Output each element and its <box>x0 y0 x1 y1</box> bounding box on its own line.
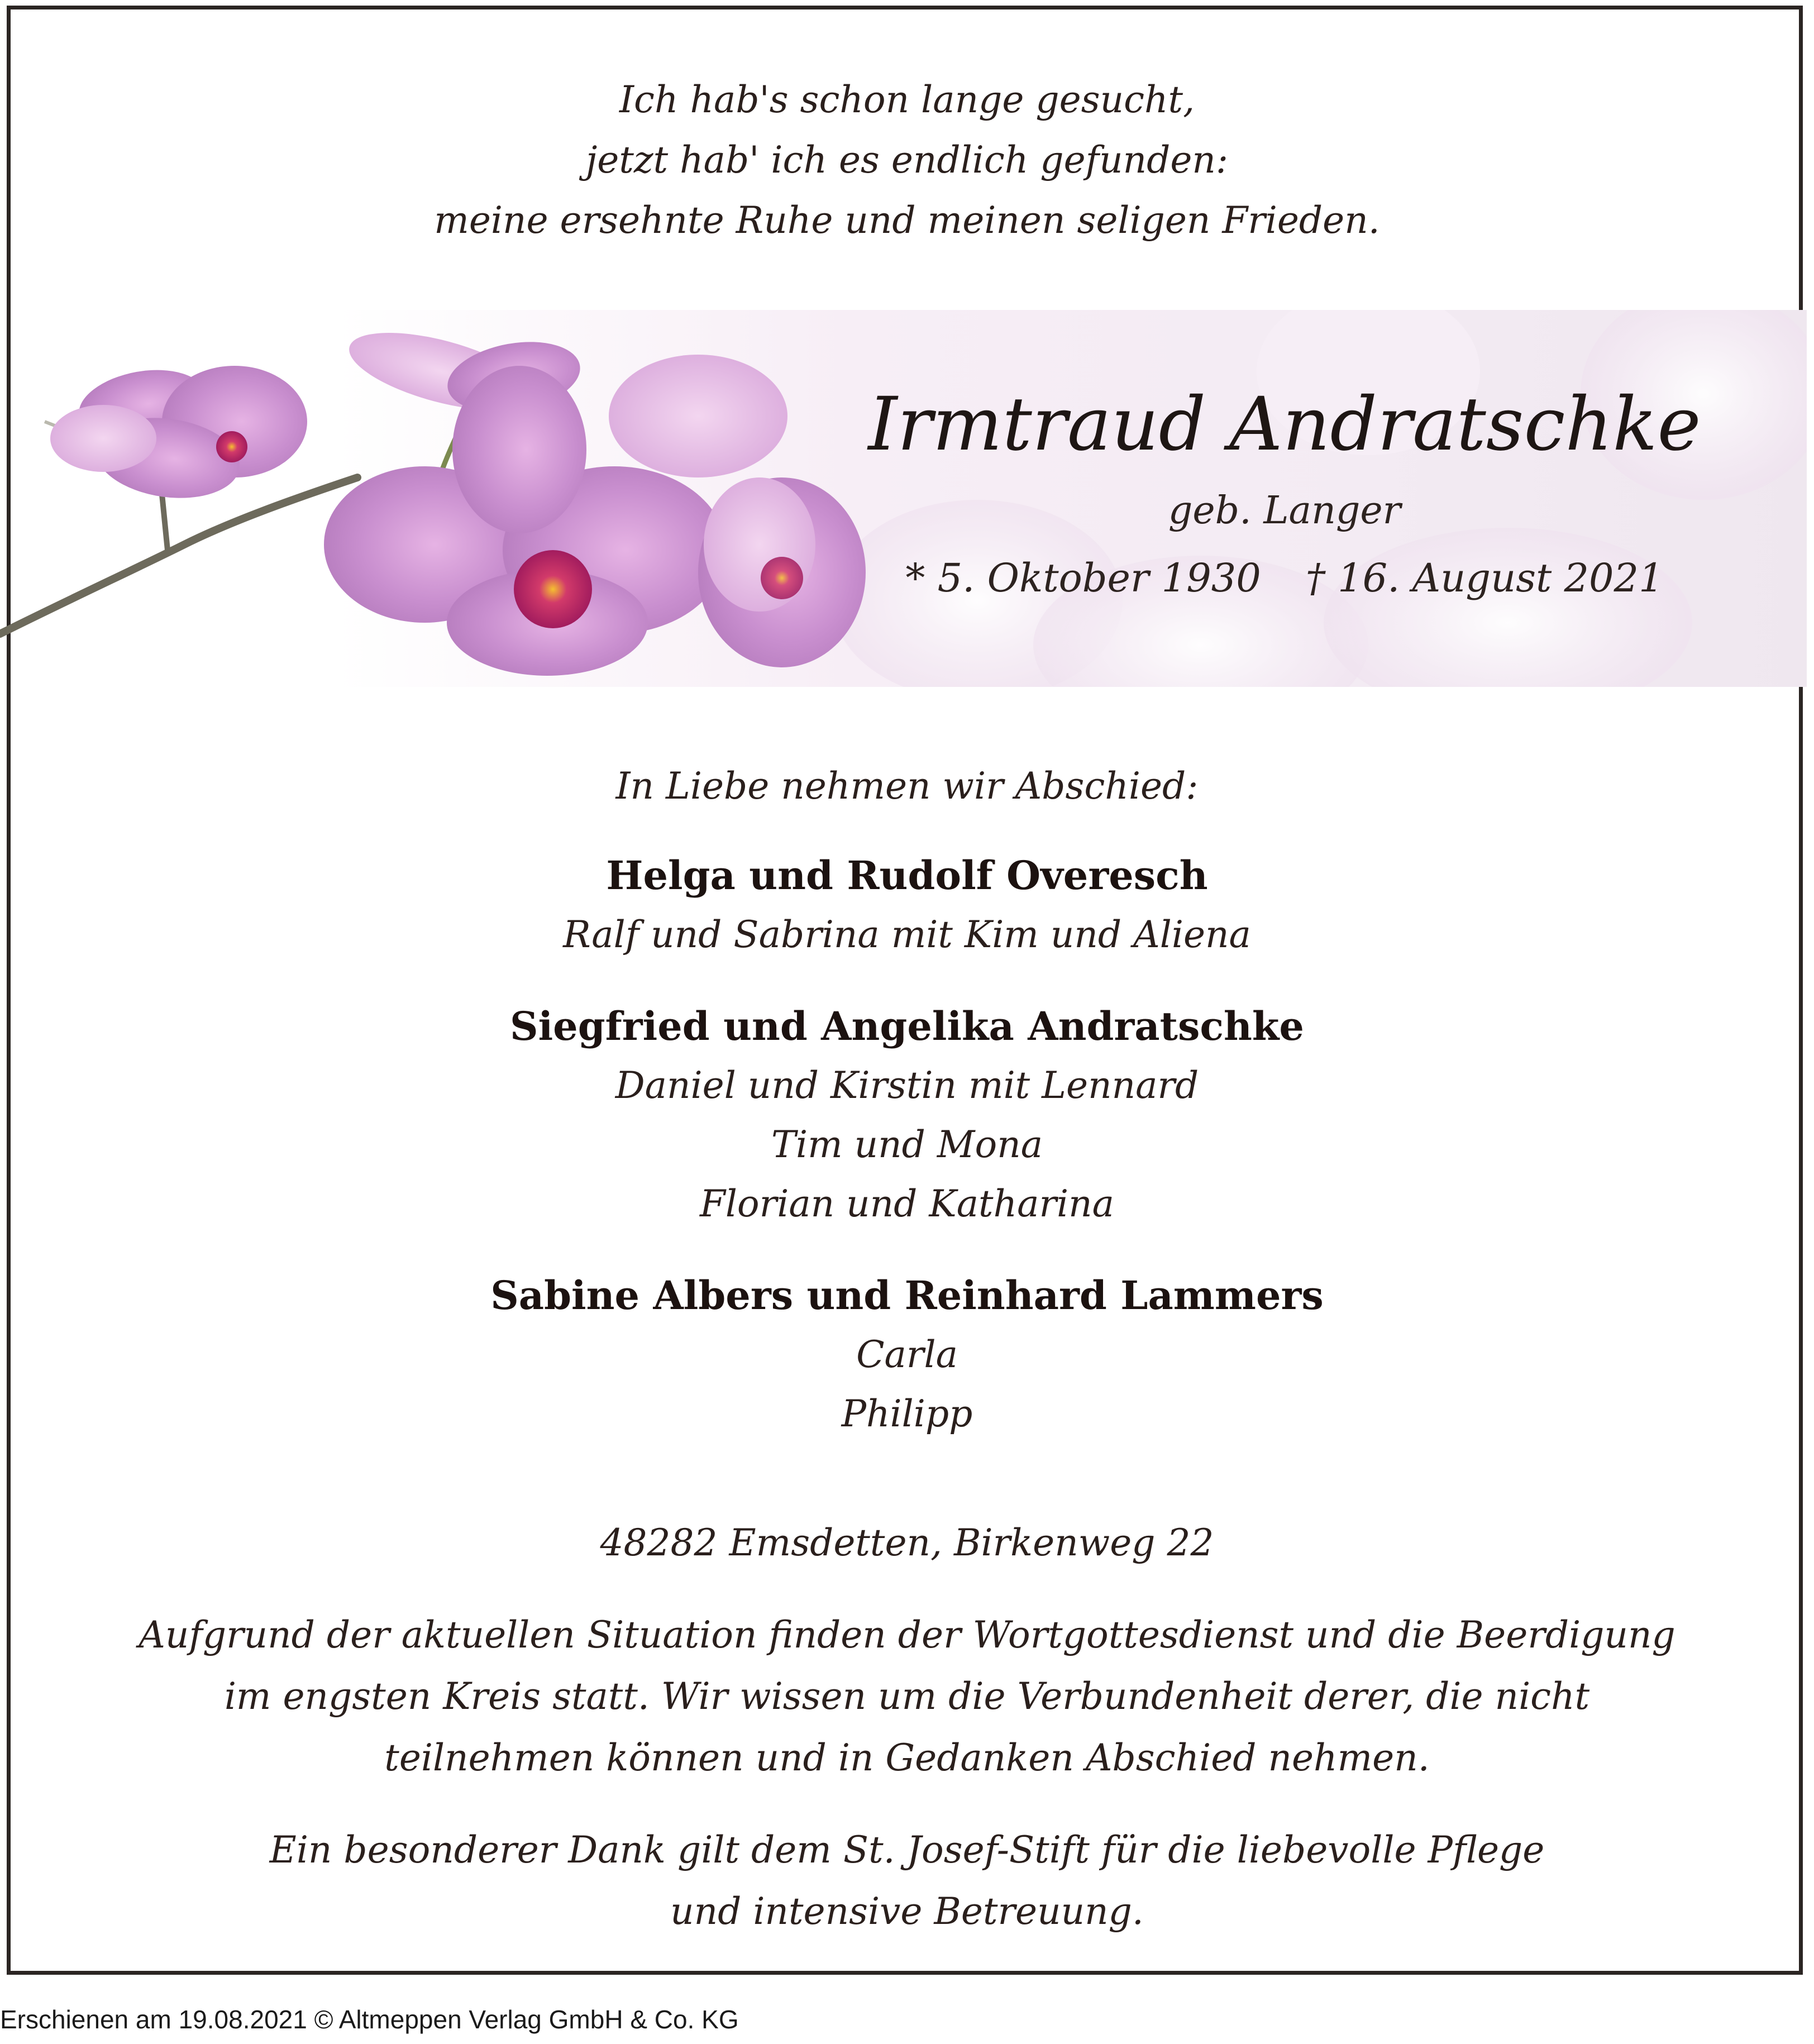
family-member-2-1: Daniel und Kirstin mit Lennard <box>615 1064 1199 1107</box>
birth-date: * 5. Oktober 1930 <box>905 555 1261 601</box>
family-member-3-2: Philipp <box>841 1392 973 1435</box>
notice-line-2: im engsten Kreis statt. Wir wissen um die Verbundenheit derer, die nicht <box>224 1675 1590 1718</box>
family-member-2-3: Florian und Katharina <box>700 1182 1114 1225</box>
family-head-2: Siegfried und Angelika Andratschke <box>510 1003 1304 1049</box>
poem-line-3: meine ersehnte Ruhe und meinen seligen Frieden. <box>434 199 1380 242</box>
life-dates <box>782 553 1787 603</box>
poem-line-2: jetzt hab' ich es endlich gefunden: <box>585 139 1229 182</box>
family-head-3: Sabine Albers und Reinhard Lammers <box>490 1272 1324 1319</box>
family-member-3-1: Carla <box>856 1333 958 1376</box>
notice-line-1: Aufgrund der aktuellen Situation finden der Wortgottesdienst und die Beerdigung <box>139 1613 1675 1656</box>
notice-line-3: teilnehmen können und in Gedanken Abschied nehmen. <box>384 1736 1430 1779</box>
orchid-banner <box>0 310 1807 687</box>
thanks-line-2: und intensive Betreuung. <box>670 1890 1144 1933</box>
family-head-1: Helga und Rudolf Overesch <box>606 852 1208 899</box>
publication-footer: Erschienen am 19.08.2021 © Altmeppen Verlag GmbH & Co. KG <box>0 2005 739 2034</box>
poem-line-1: Ich hab's schon lange gesucht, <box>619 78 1195 121</box>
death-date: † 16. August 2021 <box>1305 555 1664 601</box>
birth-name: geb. Langer <box>1168 489 1401 533</box>
deceased-name: Irmtraud Andratschke <box>868 381 1701 467</box>
family-member-2-2: Tim und Mona <box>771 1123 1043 1166</box>
family-member-1-1: Ralf und Sabrina mit Kim und Aliena <box>563 913 1251 956</box>
address: 48282 Emsdetten, Birkenweg 22 <box>600 1521 1214 1564</box>
thanks-line-1: Ein besonderer Dank gilt dem St. Josef-Stift für die liebevolle Pflege <box>269 1828 1545 1871</box>
farewell-intro: In Liebe nehmen wir Abschied: <box>615 765 1199 808</box>
